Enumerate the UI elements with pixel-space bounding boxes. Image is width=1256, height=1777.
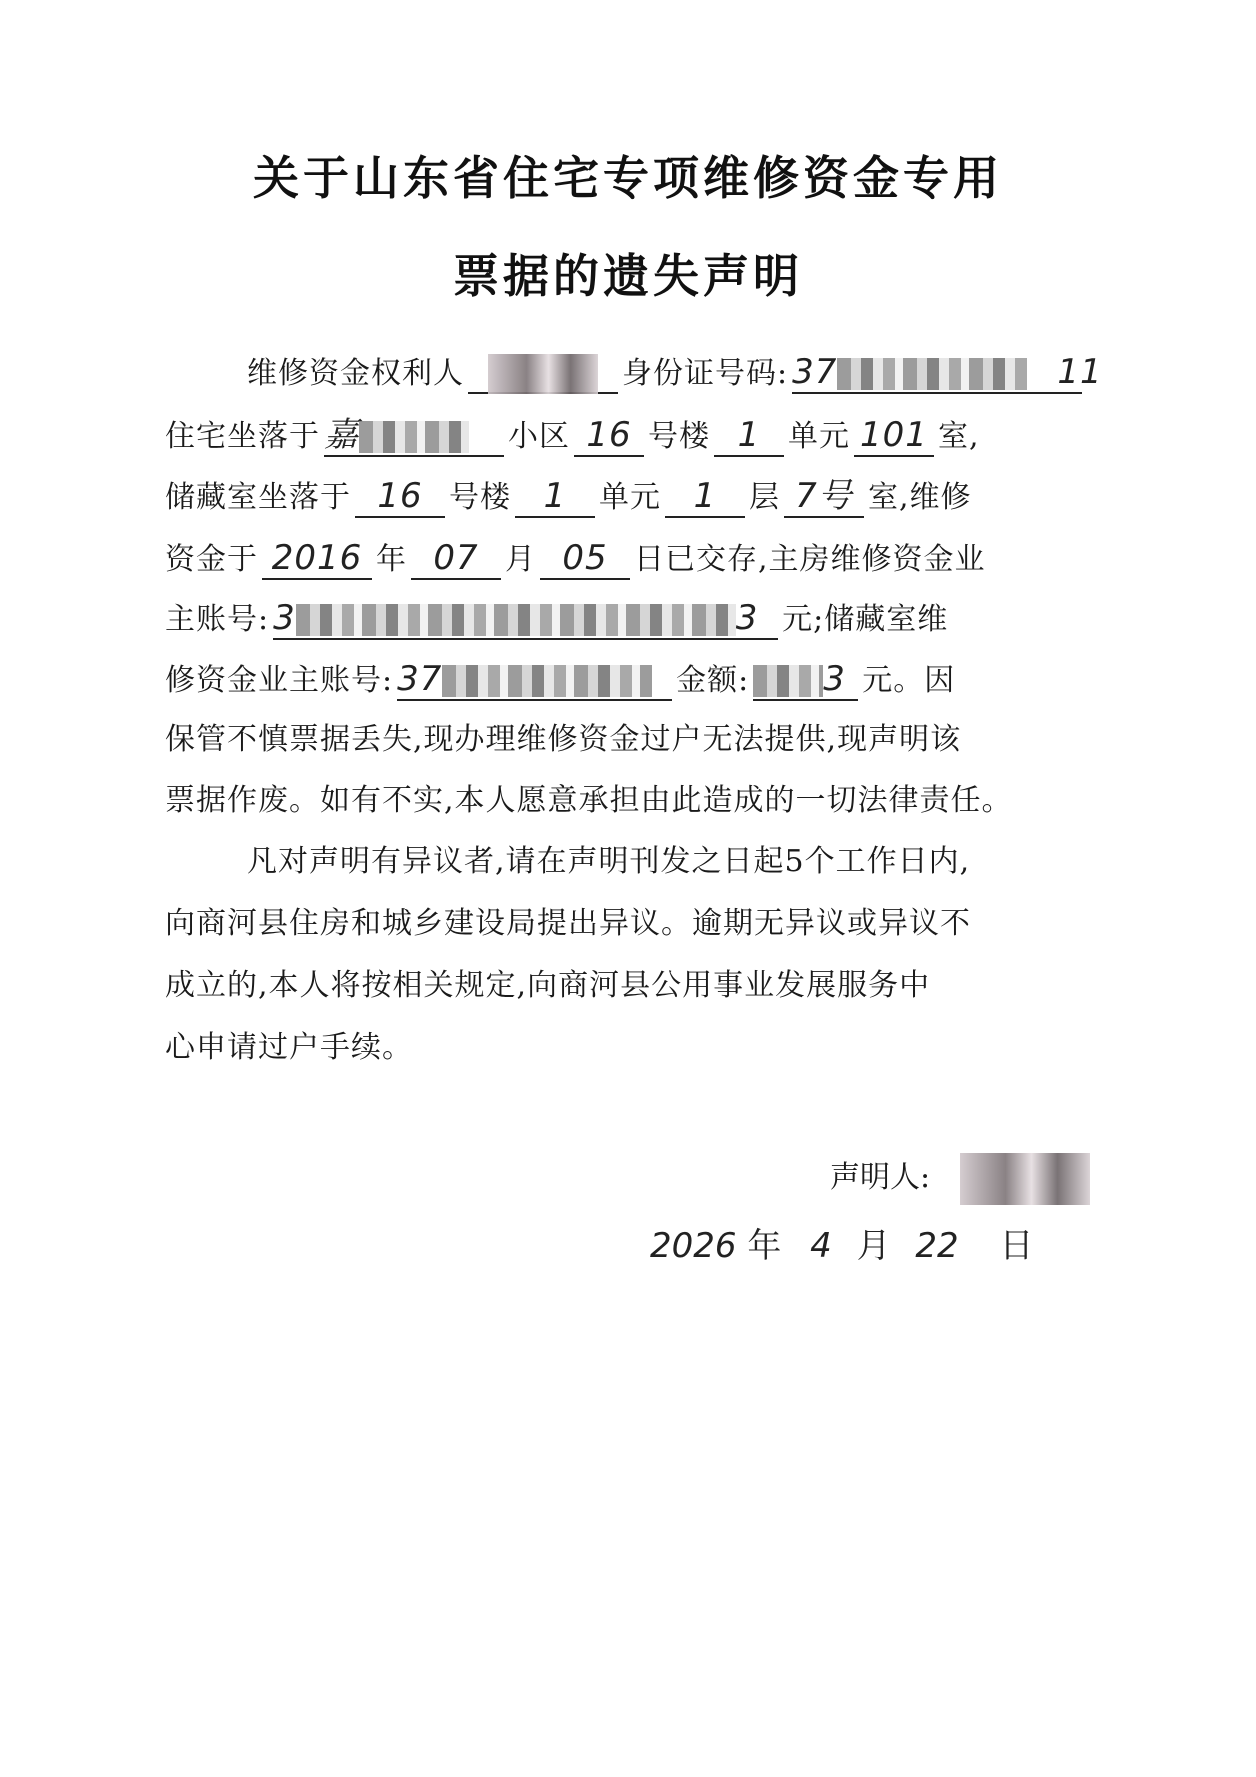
- deposit-day: 05: [540, 538, 630, 580]
- storage-account-prefix: 37: [397, 659, 443, 699]
- objection-line-4: 心申请过户手续。: [165, 1030, 413, 1065]
- objection-line-2: 向商河县住房和城乡建设局提出异议。逾期无异议或异议不: [165, 906, 971, 941]
- signature-image: [960, 1153, 1090, 1205]
- id-prefix: 37: [792, 352, 838, 392]
- main-amount-suffix: 3: [735, 598, 759, 638]
- room-number: 101: [854, 415, 934, 457]
- date-year-char: 年: [747, 1226, 782, 1266]
- house-line: [165, 415, 1095, 457]
- storage-account-field: [397, 659, 672, 701]
- redacted-storage-account: [442, 665, 652, 697]
- house-label: 住宅坐落于: [165, 419, 320, 454]
- storage-amount-suffix: 3: [823, 659, 846, 699]
- storage-floor: 1: [665, 476, 745, 518]
- owner-name-field: [468, 352, 618, 394]
- storage-building: 16: [355, 476, 445, 518]
- redacted-community: [359, 421, 469, 453]
- unit-label: 单元: [788, 419, 850, 454]
- date-day: 22: [915, 1226, 959, 1266]
- date-month: 4: [810, 1226, 832, 1266]
- deposit-month: 07: [411, 538, 501, 580]
- id-number-field: [792, 352, 1103, 394]
- objection-line-3: 成立的,本人将按相关规定,向商河县公用事业发展服务中: [165, 968, 931, 1003]
- storage-unit-label: 单元: [599, 480, 661, 515]
- building-label: 号楼: [648, 419, 710, 454]
- fund-label: 资金于: [165, 542, 258, 577]
- id-suffix: 11: [1057, 352, 1103, 392]
- storage-account-line: [165, 659, 1095, 701]
- room-label: 室,: [938, 419, 980, 454]
- deposit-text: 日已交存,主房维修资金业: [634, 542, 986, 577]
- owner-line: [247, 352, 1177, 394]
- storage-room-label: 室,维修: [868, 480, 972, 515]
- deposit-date-line: [165, 538, 1095, 580]
- redacted-id-number: [837, 358, 1027, 390]
- storage-label: 储藏室坐落于: [165, 480, 351, 515]
- storage-fund-text: 储藏室维: [824, 602, 949, 637]
- yuan-end: 元。因: [862, 663, 956, 698]
- redacted-owner-name: [488, 354, 598, 394]
- objection-line-1: 凡对声明有异议者,请在声明刊发之日起5个工作日内,: [247, 844, 971, 879]
- storage-unit: 1: [515, 476, 595, 518]
- storage-amount-field: [753, 659, 858, 701]
- document-title-line-1: 关于山东省住宅专项维修资金专用: [253, 151, 1003, 205]
- community-suffix: 小区: [508, 419, 570, 454]
- id-label: 身份证号码:: [622, 356, 789, 391]
- storage-building-label: 号楼: [449, 480, 511, 515]
- document-title-line-2: 票据的遗失声明: [453, 249, 803, 303]
- signature-date: [650, 1218, 1034, 1267]
- date-day-char: 日: [999, 1226, 1034, 1266]
- signature-row: [830, 1152, 1090, 1205]
- main-account-line: [165, 598, 1095, 640]
- owner-label: 维修资金权利人: [247, 356, 464, 391]
- redacted-storage-amount: [753, 665, 823, 697]
- main-account-field: [273, 598, 778, 640]
- body-line-8: 票据作废。如有不实,本人愿意承担由此造成的一切法律责任。: [165, 783, 1013, 818]
- date-year: 2026: [650, 1226, 737, 1266]
- main-account-label: 主账号:: [165, 602, 270, 637]
- date-month-char: 月: [856, 1226, 891, 1266]
- community-field: [324, 415, 504, 457]
- storage-floor-label: 层: [749, 480, 780, 515]
- storage-line: [165, 476, 1095, 518]
- unit-number: 1: [714, 415, 784, 457]
- redacted-main-account: [296, 604, 736, 636]
- year-label: 年: [376, 542, 407, 577]
- amount-label: 金额:: [676, 663, 750, 698]
- main-account-prefix: 3: [273, 598, 296, 638]
- yuan-label: 元;: [782, 602, 825, 637]
- declarant-label: 声明人:: [830, 1160, 931, 1195]
- body-line-7: 保管不慎票据丢失,现办理维修资金过户无法提供,现声明该: [165, 722, 962, 757]
- building-number: 16: [574, 415, 644, 457]
- month-label: 月: [505, 542, 536, 577]
- storage-room: 7号: [784, 476, 864, 518]
- storage-account-label: 修资金业主账号:: [165, 663, 394, 698]
- deposit-year: 2016: [262, 538, 372, 580]
- community-handwritten: 嘉: [324, 415, 359, 455]
